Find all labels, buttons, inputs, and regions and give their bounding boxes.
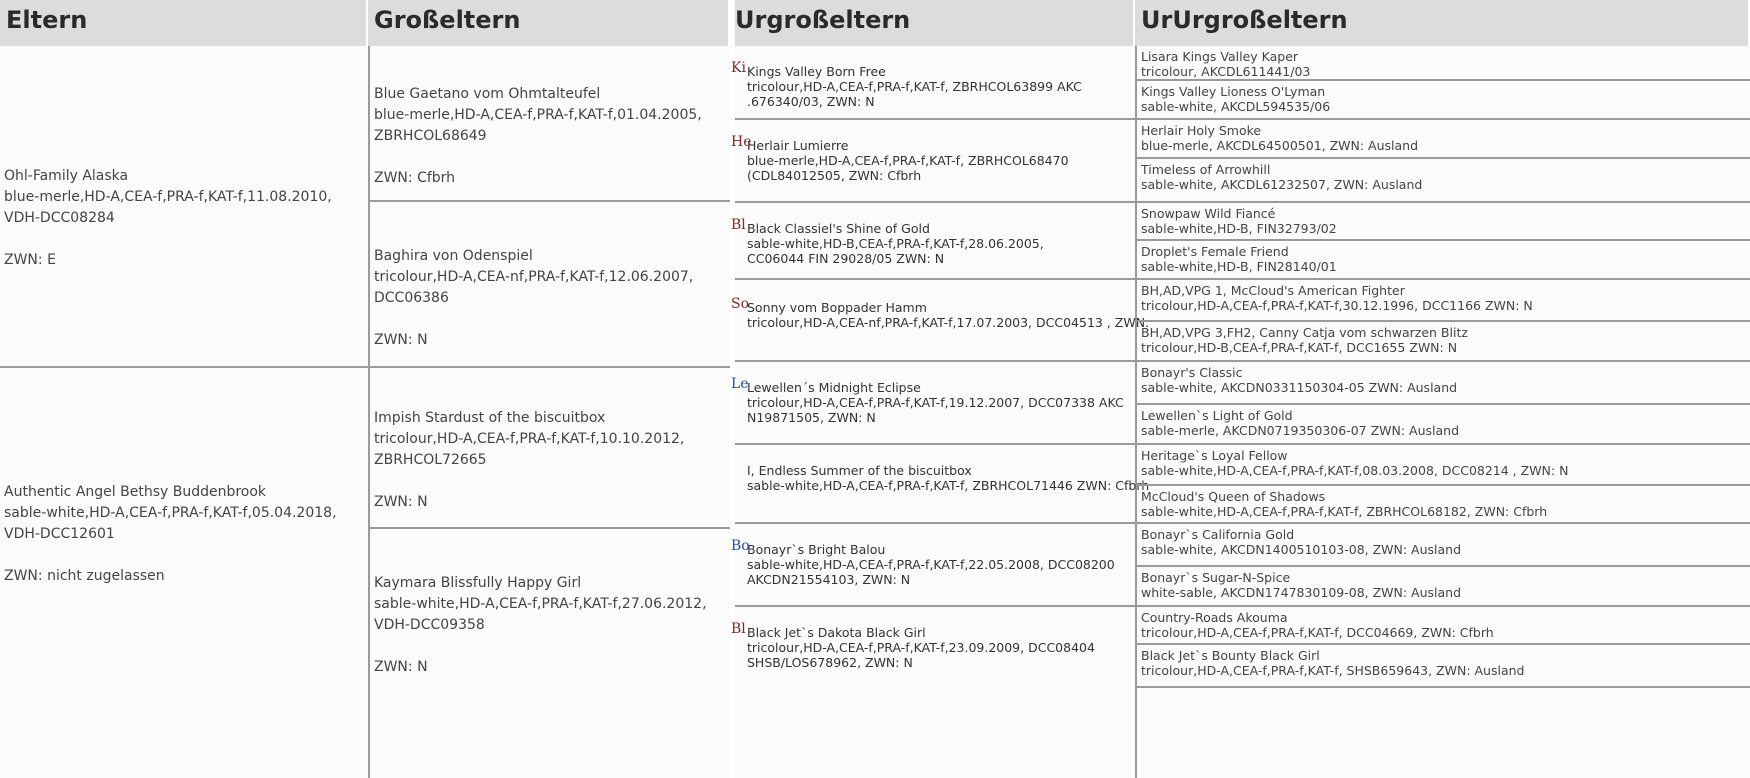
ururgrosseltern-entry	[1141, 527, 1461, 557]
dog-details: blue-merle,HD-A,CEA-f,PRA-f,KAT-f, ZBRHCOL68470	[747, 153, 1069, 168]
urgrosseltern-entry	[747, 64, 1082, 109]
ururgrosseltern-cell	[1137, 120, 1750, 159]
dog-details: tricolour,HD-A,CEA-f,PRA-f,KAT-f, DCC04669, ZWN: Cfbrh	[1141, 625, 1494, 640]
urgrosseltern-entry	[747, 463, 1149, 493]
ururgrosseltern-entry	[1141, 244, 1337, 274]
dog-zwn: ZWN: N	[374, 494, 428, 510]
urgrosseltern-entry	[747, 138, 1069, 183]
dog-name: Blue Gaetano vom Ohmtalteufel	[374, 86, 601, 102]
urgrosseltern-cell	[731, 46, 1135, 120]
urgrosseltern-cell	[731, 524, 1135, 607]
grosseltern-cell-4	[370, 529, 730, 778]
dog-details: tricolour,HD-A,CEA-f,PRA-f,KAT-f, SHSB659643, ZWN: Ausland	[1141, 663, 1525, 678]
dog-name: Kings Valley Lioness O'Lyman	[1141, 84, 1326, 99]
ururgrosseltern-entry	[1141, 49, 1310, 79]
dog-details: sable-white,HD-B, FIN32793/02	[1141, 221, 1337, 236]
ururgrosseltern-entry	[1141, 84, 1330, 114]
ururgrosseltern-cell	[1137, 280, 1750, 322]
header-eltern	[0, 0, 368, 46]
urgrosseltern-entry	[747, 221, 1044, 266]
dog-details: blue-merle,HD-A,CEA-f,PRA-f,KAT-f,01.04.2005,	[374, 107, 702, 123]
urgrosseltern-cell	[731, 607, 1135, 778]
dog-name: Black Classiel's Shine of Gold	[747, 221, 930, 236]
urgrosseltern-cell	[731, 203, 1135, 280]
dog-details: blue-merle,HD-A,CEA-f,PRA-f,KAT-f,11.08.2010,	[4, 189, 332, 205]
dog-details: tricolour,HD-A,CEA-f,PRA-f,KAT-f,30.12.1996, DCC1166 ZWN: N	[1141, 298, 1533, 313]
ururgrosseltern-entry	[1141, 283, 1533, 313]
ururgrosseltern-cell	[1137, 405, 1750, 445]
dog-registration: ZBRHCOL72665	[374, 452, 487, 468]
dog-details: sable-white,HD-A,CEA-f,PRA-f,KAT-f,05.04.2018,	[4, 505, 337, 521]
dog-details: sable-white, AKCDL594535/06	[1141, 99, 1331, 114]
dog-details: sable-white,HD-A,CEA-f,PRA-f,KAT-f, ZBRHCOL68182, ZWN: Cfbrh	[1141, 504, 1548, 519]
dog-details: tricolour,HD-A,CEA-f,PRA-f,KAT-f, ZBRHCOL63899 AKC	[747, 79, 1082, 94]
dog-details: tricolour, AKCDL611441/03	[1141, 64, 1311, 79]
dog-zwn: ZWN: Cfbrh	[374, 170, 456, 186]
pedigree-sheet-right	[731, 0, 1750, 778]
ururgrosseltern-cell	[1137, 46, 1750, 81]
dog-name: Country-Roads Akouma	[1141, 610, 1288, 625]
dog-name: Baghira von Odenspiel	[374, 248, 533, 264]
ururgrosseltern-cell	[1137, 445, 1750, 486]
dog-details: tricolour,HD-A,CEA-nf,PRA-f,KAT-f,12.06.2007,	[374, 269, 694, 285]
ururgrosseltern-cell	[1137, 607, 1750, 645]
dog-details: sable-merle, AKCDN0719350306-07 ZWN: Ausland	[1141, 423, 1460, 438]
dog-details: sable-white,HD-A,CEA-f,PRA-f,KAT-f, ZBRHCOL71446 ZWN: Cfbrh	[747, 478, 1150, 493]
grosseltern-entry-1	[374, 84, 702, 189]
ururgrosseltern-entry	[1141, 365, 1457, 395]
handwritten-mark: Bo	[731, 538, 750, 554]
urgrosseltern-entry	[747, 542, 1115, 587]
dog-zwn: ZWN: nicht zugelassen	[4, 568, 165, 584]
header-urgrosseltern-label: Urgroßeltern	[735, 6, 911, 34]
dog-details: sable-white,HD-A,CEA-f,PRA-f,KAT-f,08.03.2008, DCC08214 , ZWN: N	[1141, 463, 1569, 478]
dog-details: tricolour,HD-B,CEA-f,PRA-f,KAT-f, DCC1655 ZWN: N	[1141, 340, 1458, 355]
dog-details: white-sable, AKCDN1747830109-08, ZWN: Ausland	[1141, 585, 1462, 600]
dog-name: Ohl-Family Alaska	[4, 168, 129, 184]
dog-name: Kings Valley Born Free	[747, 64, 886, 79]
dog-details: tricolour,HD-A,CEA-f,PRA-f,KAT-f,23.09.2009, DCC08404	[747, 640, 1095, 655]
urgrosseltern-cell	[731, 362, 1135, 445]
dog-name: Lewellen´s Midnight Eclipse	[747, 380, 921, 395]
ururgrosseltern-entry	[1141, 123, 1418, 153]
ururgrosseltern-entry	[1141, 408, 1459, 438]
dog-registration: VDH-DCC08284	[4, 210, 115, 226]
dog-name: Bonayr`s California Gold	[1141, 527, 1295, 542]
dog-name: Heritage`s Loyal Fellow	[1141, 448, 1288, 463]
ururgrosseltern-cell	[1137, 486, 1750, 524]
grosseltern-entry-4	[374, 573, 707, 678]
dog-name: Black Jet`s Bounty Black Girl	[1141, 648, 1320, 663]
ururgrosseltern-entry	[1141, 206, 1337, 236]
dog-details: sable-white,HD-A,CEA-f,PRA-f,KAT-f,22.05.2008, DCC08200	[747, 557, 1115, 572]
dog-details: sable-white,HD-A,CEA-f,PRA-f,KAT-f,27.06.2012,	[374, 596, 707, 612]
eltern-cell-2	[0, 368, 368, 778]
dog-details: blue-merle, AKCDL64500501, ZWN: Ausland	[1141, 138, 1419, 153]
ururgrosseltern-cell	[1137, 241, 1750, 280]
dog-name: BH,AD,VPG 1, McCloud's American Fighter	[1141, 283, 1405, 298]
ururgrosseltern-entry	[1141, 448, 1568, 478]
dog-registration: SHSB/LOS678962, ZWN: N	[747, 655, 913, 670]
dog-name: Lewellen`s Light of Gold	[1141, 408, 1293, 423]
dog-zwn: ZWN: E	[4, 252, 56, 268]
dog-details: sable-white, AKCDN0331150304-05 ZWN: Ausland	[1141, 380, 1458, 395]
handwritten-mark: Le	[731, 376, 749, 392]
urgrosseltern-entry	[747, 625, 1095, 670]
grosseltern-cell-3	[370, 368, 730, 529]
urgrosseltern-cell	[731, 280, 1150, 362]
ururgrosseltern-cell	[1137, 362, 1750, 405]
dog-name: Timeless of Arrowhill	[1141, 162, 1271, 177]
dog-details: sable-white, AKCDN1400510103-08, ZWN: Ausland	[1141, 542, 1462, 557]
ururgrosseltern-entry	[1141, 610, 1494, 640]
ururgrosseltern-cell	[1137, 645, 1750, 688]
grosseltern-entry-3	[374, 408, 684, 513]
dog-details: sable-white,HD-B,CEA-f,PRA-f,KAT-f,28.06.2005,	[747, 236, 1044, 251]
ururgrosseltern-cell	[1137, 203, 1750, 241]
dog-zwn: ZWN: N	[374, 332, 428, 348]
dog-name: BH,AD,VPG 3,FH2, Canny Catja vom schwarzen Blitz	[1141, 325, 1468, 340]
dog-name: Herlair Lumierre	[747, 138, 849, 153]
dog-details: tricolour,HD-A,CEA-f,PRA-f,KAT-f,10.10.2012,	[374, 431, 685, 447]
eltern-entry-2	[4, 482, 337, 587]
ururgrosseltern-entry	[1141, 489, 1547, 519]
urgrosseltern-cell	[735, 445, 1150, 524]
eltern-cell-1	[0, 46, 368, 368]
eltern-entry-1	[4, 166, 332, 271]
handwritten-mark: Bl	[731, 217, 746, 233]
urgrosseltern-cell	[731, 120, 1135, 203]
handwritten-mark: Bl	[731, 621, 746, 637]
ururgrosseltern-entry	[1141, 325, 1468, 355]
dog-name: McCloud's Queen of Shadows	[1141, 489, 1326, 504]
dog-name: I, Endless Summer of the biscuitbox	[747, 463, 972, 478]
dog-registration: ZBRHCOL68649	[374, 128, 487, 144]
dog-registration: VDH-DCC09358	[374, 617, 485, 633]
ururgrosseltern-entry	[1141, 570, 1461, 600]
dog-name: Bonayr's Classic	[1141, 365, 1243, 380]
dog-zwn: ZWN: N	[374, 659, 428, 675]
pedigree-sheet-left	[0, 0, 730, 778]
dog-name: Bonayr`s Bright Balou	[747, 542, 886, 557]
header-grosseltern	[368, 0, 730, 46]
dog-registration: DCC06386	[374, 290, 449, 306]
dog-details: tricolour,HD-A,CEA-nf,PRA-f,KAT-f,17.07.2003, DCC04513 , ZWN:	[747, 315, 1150, 330]
header-urgrosseltern	[735, 0, 1135, 46]
dog-details: sable-white,HD-B, FIN28140/01	[1141, 259, 1337, 274]
dog-registration: VDH-DCC12601	[4, 526, 115, 542]
dog-name: Bonayr`s Sugar-N-Spice	[1141, 570, 1291, 585]
dog-name: Authentic Angel Bethsy Buddenbrook	[4, 484, 267, 500]
grosseltern-entry-2	[374, 246, 693, 351]
header-eltern-label: Eltern	[6, 6, 88, 34]
ururgrosseltern-entry	[1141, 648, 1524, 678]
header-ururgrosseltern	[1135, 0, 1750, 46]
dog-registration: AKCDN21554103, ZWN: N	[747, 572, 911, 587]
header-grosseltern-label: Großeltern	[374, 6, 521, 34]
grosseltern-cell-2	[370, 202, 730, 368]
dog-registration: .676340/03, ZWN: N	[747, 94, 875, 109]
dog-registration: (CDL84012505, ZWN: Cfbrh	[747, 168, 922, 183]
header-ururgrosseltern-label: UrUrgroßeltern	[1141, 6, 1348, 34]
dog-name: Kaymara Blissfully Happy Girl	[374, 575, 582, 591]
dog-registration: CC06044 FIN 29028/05 ZWN: N	[747, 251, 945, 266]
dog-name: Sonny vom Boppader Hamm	[747, 300, 927, 315]
dog-registration: N19871505, ZWN: N	[747, 410, 876, 425]
dog-name: Herlair Holy Smoke	[1141, 123, 1262, 138]
ururgrosseltern-cell	[1137, 322, 1750, 362]
grosseltern-cell-1	[370, 46, 730, 202]
handwritten-mark: Ki	[731, 60, 746, 76]
urgrosseltern-entry	[747, 300, 1149, 330]
ururgrosseltern-entry	[1141, 162, 1422, 192]
ururgrosseltern-cell	[1137, 159, 1750, 203]
dog-name: Black Jet`s Dakota Black Girl	[747, 625, 926, 640]
ururgrosseltern-cell	[1137, 524, 1750, 567]
ururgrosseltern-cell	[1137, 567, 1750, 607]
dog-name: Snowpaw Wild Fiancé	[1141, 206, 1276, 221]
dog-details: tricolour,HD-A,CEA-f,PRA-f,KAT-f,19.12.2007, DCC07338 AKC	[747, 395, 1124, 410]
ururgrosseltern-cell	[1137, 81, 1750, 120]
handwritten-mark: So	[731, 296, 750, 312]
dog-name: Lisara Kings Valley Kaper	[1141, 49, 1299, 64]
dog-name: Impish Stardust of the biscuitbox	[374, 410, 606, 426]
dog-details: sable-white, AKCDL61232507, ZWN: Ausland	[1141, 177, 1423, 192]
dog-name: Droplet's Female Friend	[1141, 244, 1289, 259]
handwritten-mark: He	[731, 134, 752, 150]
urgrosseltern-entry	[747, 380, 1124, 425]
